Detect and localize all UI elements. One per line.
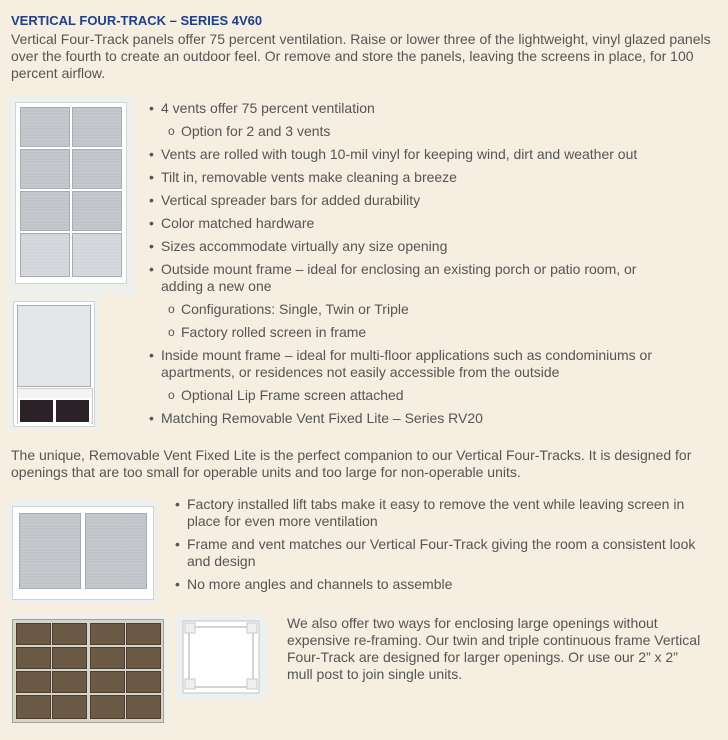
list-subitem: o Option for 2 and 3 vents [147,123,712,140]
list-item: • 4 vents offer 75 percent ventilation [147,100,712,117]
removable-vent-window-image [8,500,158,604]
list-subitem: o Factory rolled screen in frame [147,324,712,341]
list-item: • Factory installed lift tabs make it easy to remove the vent while leaving screen in place for even more ventilation [173,496,713,530]
list-item: • Vertical spreader bars for added durability [147,192,712,209]
list-subitem: o Configurations: Single, Twin or Triple [147,301,712,318]
mull-post-image [175,615,267,700]
list-item: • Tilt in, removable vents make cleaning a breeze [147,169,712,186]
feature-list [147,100,712,427]
list-item: • Outside mount frame – ideal for enclosing an existing porch or patio room, or adding a new one [147,261,651,295]
list-item: • Sizes accommodate virtually any size opening [147,238,712,255]
list-item: • Color matched hardware [147,215,712,232]
list-item: • No more angles and channels to assemble [173,576,713,593]
fixed-lite-paragraph: The unique, Removable Vent Fixed Lite is the perfect companion to our Vertical Four-Tracks. It is designed for openings that are too small for operable units and too large for non-operable units. [11,447,692,480]
large-openings-paragraph: We also offer two ways for enclosing large openings without expensive re-framing. Our twin and triple continuous frame Vertical Four-Track are designed for larger openings. Or use our 2” x 2” mull post to join single units. [287,615,701,682]
fixed-lite-feature-list [173,496,713,593]
list-item: • Frame and vent matches our Vertical Four-Track giving the room a consistent look and design [173,536,713,570]
list-item: • Matching Removable Vent Fixed Lite – Series RV20 [147,410,712,427]
page-title: VERTICAL FOUR-TRACK – SERIES 4V60 [11,13,263,28]
list-subitem: o Optional Lip Frame screen attached [147,387,712,404]
four-vent-window-image [8,96,134,294]
twin-frame-window-image [8,615,168,725]
fixed-lite-window-image [8,296,100,430]
list-item: • Vents are rolled with tough 10-mil vinyl for keeping wind, dirt and weather out [147,146,712,163]
list-item: • Inside mount frame – ideal for multi-floor applications such as condominiums or apartments, or residences not easily accessible from the outside [147,347,691,381]
intro-paragraph: Vertical Four-Track panels offer 75 percent ventilation. Raise or lower three of the lightweight, vinyl glazed panels over the fourth to create an outdoor feel. Or remove and store the panels, leaving the screens in place, for 100 percent airflow. [11,31,711,81]
